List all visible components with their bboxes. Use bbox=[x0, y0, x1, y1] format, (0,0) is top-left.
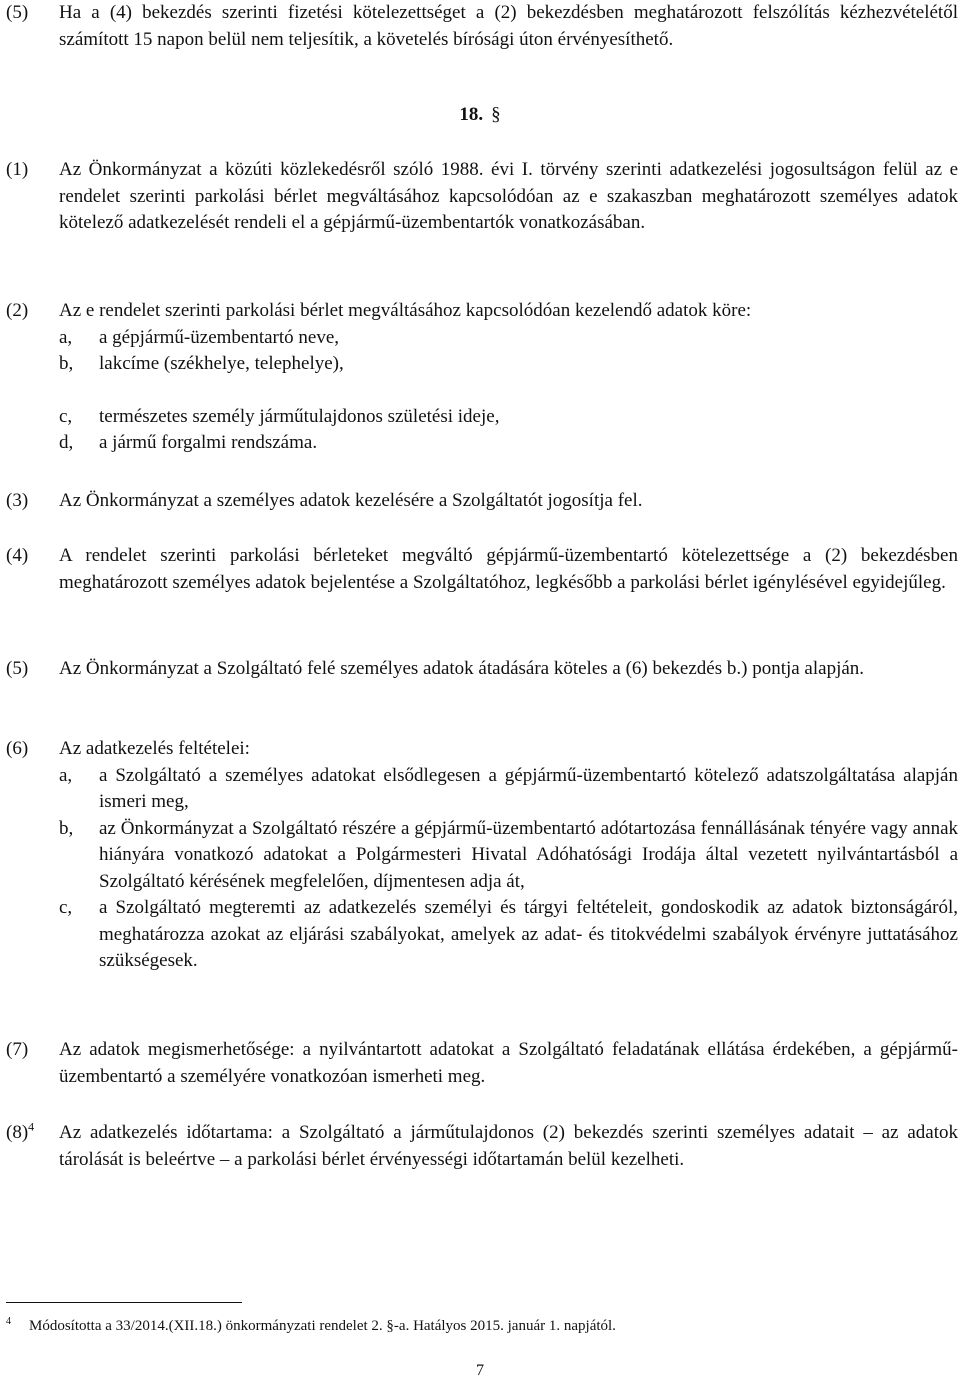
paragraph-text: A rendelet szerinti parkolási bérleteket megváltó gépjármű-üzembentartó kötelezettsége a (2) bekezdésben meghatározott személyes adatok bejelentése a Szolgáltatóhoz, legkésőbb a parkolási bérlet igénylésével egyidejűleg. bbox=[59, 545, 958, 593]
list-item-text: az Önkormányzat a Szolgáltató részére a gépjármű-üzembentartó adótartozása fennállásának tényére vagy annak hiányára vonatkozó adatokat a Polgármesteri Hivatal Adóhatósági Irodája által vezetett nyilvántartásból a Szolgáltató kérésének megfelelően, díjmentesen adja át, bbox=[99, 817, 958, 892]
paragraph-number bbox=[6, 1120, 34, 1147]
list-item-label: b, bbox=[59, 353, 74, 374]
list-item bbox=[59, 430, 958, 457]
section-number: 18. bbox=[459, 104, 484, 125]
paragraph-number: (3) bbox=[6, 490, 29, 511]
paragraph-5 bbox=[6, 656, 958, 683]
list-item-text: a gépjármű-üzembentartó neve, bbox=[99, 326, 340, 348]
paragraph-1 bbox=[6, 157, 958, 237]
paragraph-number: (5) bbox=[6, 2, 29, 23]
footnote-mark: 4 bbox=[6, 1316, 11, 1327]
paragraph-3 bbox=[6, 488, 958, 515]
list-item bbox=[59, 325, 958, 352]
list-item-text: a jármű forgalmi rendszáma. bbox=[99, 432, 318, 453]
paragraph-4 bbox=[6, 543, 958, 596]
list bbox=[59, 763, 958, 975]
list-item bbox=[59, 895, 958, 975]
section-heading bbox=[0, 102, 960, 128]
paragraph-text: Az Önkormányzat a személyes adatok kezelésére a Szolgáltatót jogosítja fel. bbox=[59, 490, 643, 511]
paragraph-number-text: (8) bbox=[6, 1122, 29, 1143]
paragraph-number: (4) bbox=[6, 545, 29, 566]
list-item-label: a, bbox=[59, 326, 73, 348]
paragraph-text: Az adatkezelés időtartama: a Szolgáltató a járműtulajdonos (2) bekezdés szerinti személyes adatait – az adatok tárolását is beleértve – a parkolási bérlet érvényességi időtartamán belül kezelheti. bbox=[59, 1122, 958, 1170]
list-item-text: a Szolgáltató megteremti az adatkezelés személyi és tárgyi feltételeit, gondoskodik az adatok biztonságáról, meghatározza azokat az eljárási szabályokat, amelyek az adat- és titokvédelmi szabályok érvényre juttatásához szükségesek. bbox=[99, 897, 958, 971]
list-item-label: c, bbox=[59, 405, 73, 427]
paragraph-8 bbox=[6, 1120, 958, 1173]
footnote-reference[interactable]: 4 bbox=[28, 1119, 35, 1134]
list-item-label: d, bbox=[59, 432, 74, 453]
footnote-text: Módosította a 33/2014.(XII.18.) önkormányzati rendelet 2. §-a. Hatályos 2015. január 1. napjától. bbox=[29, 1318, 616, 1334]
footnote-divider bbox=[6, 1302, 242, 1303]
list-item bbox=[59, 404, 958, 431]
list-item-text: lakcíme (székhelye, telephelye), bbox=[99, 353, 344, 374]
list-item-text: természetes személy járműtulajdonos születési ideje, bbox=[99, 405, 500, 427]
paragraph-text: Az e rendelet szerinti parkolási bérlet megváltásához kapcsolódóan kezelendő adatok köre: bbox=[59, 300, 752, 321]
list-item-text: a Szolgáltató a személyes adatokat elsődlegesen a gépjármű-üzembentartó kötelező adatszolgáltatása alapján ismeri meg, bbox=[99, 764, 958, 812]
paragraph-number: (2) bbox=[6, 300, 29, 321]
paragraph-text: Ha a (4) bekezdés szerinti fizetési kötelezettséget a (2) bekezdésben meghatározott felszólítás kézhezvételétől számított 15 napon belül nem teljesítik, a követelés bírósági úton érvényesíthető. bbox=[59, 2, 958, 50]
paragraph-text: Az Önkormányzat a közúti közlekedésről szóló 1988. évi I. törvény szerinti adatkezelési jogosultságon felül az e rendelet szerinti parkolási bérlet megváltásához kapcsolódóan az e szakaszban meghatározott személyes adatok kötelező adatkezelését rendeli el a gépjármű-üzembentartók vonatkozásában. bbox=[59, 159, 958, 233]
list-item-label: c, bbox=[59, 897, 73, 918]
page-number: 7 bbox=[476, 1362, 484, 1379]
paragraph-7 bbox=[6, 1037, 958, 1090]
paragraph-text: Az adatok megismerhetősége: a nyilvántartott adatokat a Szolgáltató feladatának ellátása érdekében, a gépjármű-üzembentartó a személyére vonatkozóan ismerheti meg. bbox=[59, 1039, 958, 1087]
list-item bbox=[59, 763, 958, 816]
paragraph-number: (5) bbox=[6, 658, 29, 679]
paragraph-number: (1) bbox=[6, 159, 29, 180]
section-sign: § bbox=[491, 104, 501, 125]
paragraph-text: Az adatkezelés feltételei: bbox=[59, 738, 250, 759]
list-item bbox=[59, 351, 958, 378]
paragraph-5-previous bbox=[6, 0, 958, 53]
list bbox=[59, 325, 958, 457]
footnote bbox=[6, 1312, 616, 1336]
list-item bbox=[59, 816, 958, 896]
paragraph-number: (7) bbox=[6, 1039, 29, 1060]
paragraph-2 bbox=[6, 298, 958, 457]
list-item-label: a, bbox=[59, 764, 73, 786]
list-item-label: b, bbox=[59, 817, 74, 839]
paragraph-6 bbox=[6, 736, 958, 975]
paragraph-number: (6) bbox=[6, 738, 29, 759]
paragraph-text: Az Önkormányzat a Szolgáltató felé személyes adatok átadására köteles a (6) bekezdés b.) pontja alapján. bbox=[59, 658, 865, 679]
